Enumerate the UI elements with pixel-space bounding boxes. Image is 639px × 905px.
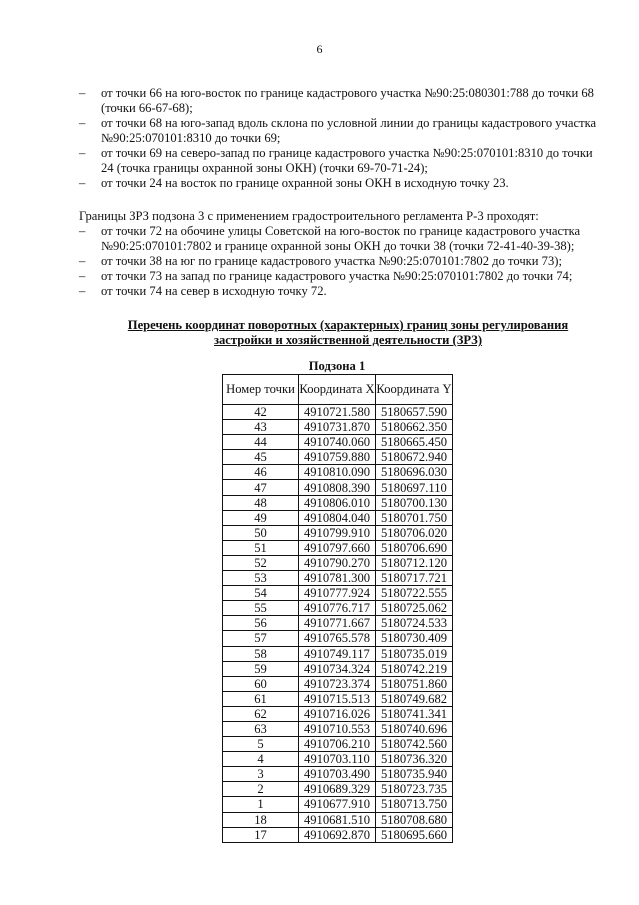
table-row bbox=[223, 767, 453, 782]
table-row bbox=[223, 586, 453, 601]
coordinate-x-cell: 4910731.870 bbox=[299, 420, 376, 435]
coordinate-x-cell: 4910710.553 bbox=[299, 721, 376, 736]
list-item bbox=[79, 284, 607, 299]
coordinate-y-cell: 5180742.219 bbox=[376, 661, 453, 676]
table-row bbox=[223, 405, 453, 420]
coordinate-y-cell: 5180722.555 bbox=[376, 586, 453, 601]
list-item bbox=[79, 269, 607, 284]
coordinate-y-cell: 5180741.341 bbox=[376, 706, 453, 721]
heading-line: застройки и хозяйственной деятельности (ЗРЗ) bbox=[213, 333, 483, 347]
table-row bbox=[223, 676, 453, 691]
table-row bbox=[223, 540, 453, 555]
point-number-cell: 3 bbox=[223, 767, 299, 782]
table-row bbox=[223, 782, 453, 797]
point-number-cell: 52 bbox=[223, 555, 299, 570]
coordinate-x-cell: 4910740.060 bbox=[299, 435, 376, 450]
table-row bbox=[223, 827, 453, 842]
list-item-text: от точки 38 на юг по границе кадастрового участка №90:25:070101:7802 до точки 73); bbox=[101, 254, 562, 268]
subzone-3-intro: Границы ЗРЗ подзона 3 с применением градостроительного регламента Р-3 проходят: bbox=[79, 209, 539, 223]
coordinate-y-cell: 5180749.682 bbox=[376, 691, 453, 706]
dash-marker: – bbox=[79, 176, 86, 190]
coordinate-y-cell: 5180697.110 bbox=[376, 480, 453, 495]
point-number-cell: 55 bbox=[223, 601, 299, 616]
point-number-cell: 47 bbox=[223, 480, 299, 495]
table-body bbox=[223, 405, 453, 843]
point-number-cell: 42 bbox=[223, 405, 299, 420]
point-number-cell: 44 bbox=[223, 435, 299, 450]
table-row bbox=[223, 661, 453, 676]
dash-list bbox=[79, 86, 607, 191]
point-number-cell: 1 bbox=[223, 797, 299, 812]
coordinates-table bbox=[222, 374, 453, 843]
list-item bbox=[79, 146, 607, 176]
point-number-cell: 51 bbox=[223, 540, 299, 555]
dash-marker: – bbox=[79, 146, 86, 160]
coordinate-y-cell: 5180672.940 bbox=[376, 450, 453, 465]
dash-marker: – bbox=[79, 254, 86, 268]
point-number-cell: 5 bbox=[223, 737, 299, 752]
coordinate-x-cell: 4910790.270 bbox=[299, 555, 376, 570]
point-number-cell: 63 bbox=[223, 721, 299, 736]
table-header-row bbox=[223, 375, 453, 405]
point-number-cell: 48 bbox=[223, 495, 299, 510]
point-number-cell: 4 bbox=[223, 752, 299, 767]
coordinate-x-cell: 4910810.090 bbox=[299, 465, 376, 480]
table-row bbox=[223, 435, 453, 450]
table-row bbox=[223, 797, 453, 812]
list-item-text: от точки 73 на запад по границе кадастрового участка №90:25:070101:7802 до точки 74; bbox=[101, 269, 573, 283]
dash-marker: – bbox=[79, 116, 86, 130]
table-row bbox=[223, 465, 453, 480]
point-number-cell: 45 bbox=[223, 450, 299, 465]
dash-marker: – bbox=[79, 284, 86, 298]
point-number-cell: 62 bbox=[223, 706, 299, 721]
coordinate-y-cell: 5180662.350 bbox=[376, 420, 453, 435]
coordinate-y-cell: 5180724.533 bbox=[376, 616, 453, 631]
point-number-cell: 54 bbox=[223, 586, 299, 601]
coordinate-x-cell: 4910706.210 bbox=[299, 737, 376, 752]
table-row bbox=[223, 480, 453, 495]
coordinate-y-cell: 5180742.560 bbox=[376, 737, 453, 752]
coordinate-x-cell: 4910781.300 bbox=[299, 571, 376, 586]
coordinate-y-cell: 5180696.030 bbox=[376, 465, 453, 480]
coordinate-x-cell: 4910703.110 bbox=[299, 752, 376, 767]
point-number-cell: 18 bbox=[223, 812, 299, 827]
table-row bbox=[223, 646, 453, 661]
point-number-cell: 56 bbox=[223, 616, 299, 631]
coordinates-heading bbox=[98, 318, 598, 348]
subzone-3-section bbox=[79, 209, 607, 299]
table-row bbox=[223, 706, 453, 721]
table-row bbox=[223, 555, 453, 570]
table-row bbox=[223, 571, 453, 586]
point-number-cell: 43 bbox=[223, 420, 299, 435]
list-item bbox=[79, 254, 607, 269]
coordinate-y-cell: 5180706.690 bbox=[376, 540, 453, 555]
coordinate-x-cell: 4910681.510 bbox=[299, 812, 376, 827]
list-item bbox=[79, 86, 607, 116]
table-row bbox=[223, 495, 453, 510]
coordinate-y-cell: 5180730.409 bbox=[376, 631, 453, 646]
coordinate-y-cell: 5180700.130 bbox=[376, 495, 453, 510]
point-number-cell: 53 bbox=[223, 571, 299, 586]
coordinate-y-cell: 5180695.660 bbox=[376, 827, 453, 842]
list-item-text: от точки 66 на юго-восток по границе кадастрового участка №90:25:080301:788 до точки 68 (точки 66-67-68); bbox=[101, 86, 594, 115]
coordinate-y-cell: 5180736.320 bbox=[376, 752, 453, 767]
coordinate-x-cell: 4910689.329 bbox=[299, 782, 376, 797]
coordinate-x-cell: 4910797.660 bbox=[299, 540, 376, 555]
list-item bbox=[79, 224, 607, 254]
coordinate-y-cell: 5180751.860 bbox=[376, 676, 453, 691]
coordinate-y-cell: 5180701.750 bbox=[376, 510, 453, 525]
list-item-text: от точки 72 на обочине улицы Советской на юго-восток по границе кадастрового участка №90:25:070101:7802 и границе охранной зоны ОКН до точки 38 (точки 72-41-40-39-38); bbox=[101, 224, 581, 253]
coordinate-x-cell: 4910721.580 bbox=[299, 405, 376, 420]
coordinate-x-cell: 4910799.910 bbox=[299, 525, 376, 540]
header-point-number: Номер точки bbox=[223, 375, 299, 405]
coordinate-y-cell: 5180713.750 bbox=[376, 797, 453, 812]
coordinate-x-cell: 4910749.117 bbox=[299, 646, 376, 661]
coordinate-y-cell: 5180706.020 bbox=[376, 525, 453, 540]
list-item-text: от точки 24 на восток по границе охранной зоны ОКН в исходную точку 23. bbox=[101, 176, 509, 190]
point-number-cell: 61 bbox=[223, 691, 299, 706]
table-row bbox=[223, 616, 453, 631]
point-number-cell: 57 bbox=[223, 631, 299, 646]
coordinate-y-cell: 5180665.450 bbox=[376, 435, 453, 450]
coordinate-x-cell: 4910777.924 bbox=[299, 586, 376, 601]
table-row bbox=[223, 525, 453, 540]
table-row bbox=[223, 420, 453, 435]
dash-marker: – bbox=[79, 269, 86, 283]
table-row bbox=[223, 812, 453, 827]
coordinate-x-cell: 4910804.040 bbox=[299, 510, 376, 525]
table-row bbox=[223, 450, 453, 465]
table-row bbox=[223, 721, 453, 736]
coordinate-x-cell: 4910776.717 bbox=[299, 601, 376, 616]
table-row bbox=[223, 737, 453, 752]
coordinate-y-cell: 5180723.735 bbox=[376, 782, 453, 797]
point-number-cell: 49 bbox=[223, 510, 299, 525]
coordinate-x-cell: 4910808.390 bbox=[299, 480, 376, 495]
table-row bbox=[223, 510, 453, 525]
coordinate-y-cell: 5180657.590 bbox=[376, 405, 453, 420]
point-number-cell: 46 bbox=[223, 465, 299, 480]
coordinate-y-cell: 5180725.062 bbox=[376, 601, 453, 616]
point-number-cell: 2 bbox=[223, 782, 299, 797]
dash-marker: – bbox=[79, 224, 86, 238]
coordinate-x-cell: 4910703.490 bbox=[299, 767, 376, 782]
coordinate-x-cell: 4910806.010 bbox=[299, 495, 376, 510]
coordinate-x-cell: 4910716.026 bbox=[299, 706, 376, 721]
coordinate-x-cell: 4910734.324 bbox=[299, 661, 376, 676]
list-item-text: от точки 74 на север в исходную точку 72. bbox=[101, 284, 327, 298]
table-row bbox=[223, 601, 453, 616]
point-number-cell: 58 bbox=[223, 646, 299, 661]
point-number-cell: 60 bbox=[223, 676, 299, 691]
coordinate-x-cell: 4910723.374 bbox=[299, 676, 376, 691]
list-item bbox=[79, 116, 607, 146]
list-item-text: от точки 69 на северо-запад по границе кадастрового участка №90:25:070101:8310 до точки 24 (точка границы охранной зоны ОКН) (точки 69-70-71-24); bbox=[101, 146, 593, 175]
heading-line: Перечень координат поворотных (характерных) границ зоны регулирования bbox=[127, 318, 569, 332]
coordinate-x-cell: 4910677.910 bbox=[299, 797, 376, 812]
table-row bbox=[223, 631, 453, 646]
page-number: 6 bbox=[316, 42, 323, 56]
coordinate-y-cell: 5180712.120 bbox=[376, 555, 453, 570]
header-coordinate-y: Координата Y bbox=[376, 375, 453, 405]
table-row bbox=[223, 752, 453, 767]
table-row bbox=[223, 691, 453, 706]
coordinate-y-cell: 5180735.940 bbox=[376, 767, 453, 782]
point-number-cell: 50 bbox=[223, 525, 299, 540]
point-number-cell: 59 bbox=[223, 661, 299, 676]
dash-marker: – bbox=[79, 86, 86, 100]
coordinate-x-cell: 4910765.578 bbox=[299, 631, 376, 646]
boundary-list-subzone-2 bbox=[79, 86, 607, 191]
point-number-cell: 17 bbox=[223, 827, 299, 842]
list-item bbox=[79, 176, 607, 191]
header-coordinate-x: Координата X bbox=[299, 375, 376, 405]
coordinate-x-cell: 4910715.513 bbox=[299, 691, 376, 706]
coordinate-y-cell: 5180740.696 bbox=[376, 721, 453, 736]
coordinate-y-cell: 5180717.721 bbox=[376, 571, 453, 586]
coordinate-x-cell: 4910771.667 bbox=[299, 616, 376, 631]
subzone-title: Подзона 1 bbox=[308, 359, 366, 373]
dash-list bbox=[79, 224, 607, 299]
coordinate-y-cell: 5180735.019 bbox=[376, 646, 453, 661]
coordinate-x-cell: 4910692.870 bbox=[299, 827, 376, 842]
list-item-text: от точки 68 на юго-запад вдоль склона по условной линии до границы кадастрового участка №90:25:070101:8310 до точки 69; bbox=[101, 116, 597, 145]
coordinate-x-cell: 4910759.880 bbox=[299, 450, 376, 465]
coordinate-y-cell: 5180708.680 bbox=[376, 812, 453, 827]
